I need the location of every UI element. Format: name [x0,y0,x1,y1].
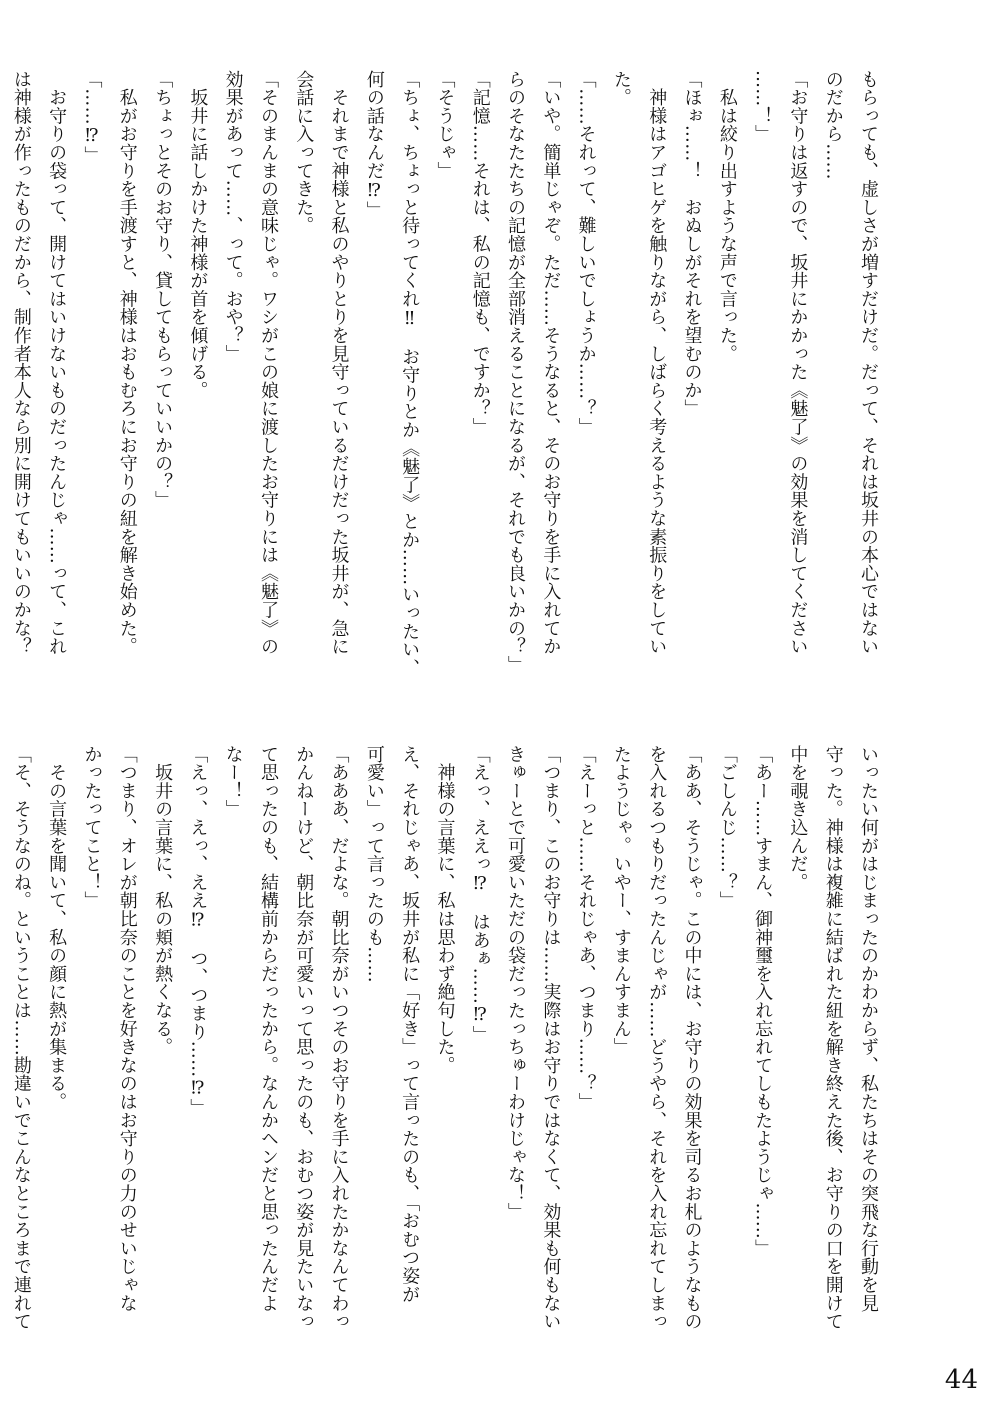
text-line: お守りの袋って、開けてはいけないものだったんじゃ……って、これ [46,70,68,656]
upper-text-block [10,70,886,695]
text-line: らのそなたたちの記憶が全部消えることになるが、それでも良いかの？」 [505,70,527,674]
text-line: 「いや。簡単じゃぞ。ただ……そうなると、そのお守りを手に入れてか [540,70,562,656]
page-number: 44 [944,1365,978,1395]
text-line: たようじゃ。いやー、すまんすまん」 [610,745,632,1057]
text-line: 「えっ、ええっ⁉ はあぁ……⁉」 [469,745,491,1044]
text-line: その言葉を聞いて、私の顔に熱が集まる。 [46,745,68,1111]
text-line: なー！」 [222,745,244,819]
text-line: 「……それって、難しいでしょうか……？」 [575,70,597,436]
text-line: た。 [610,70,632,107]
text-line: ……！」 [752,70,774,144]
text-line: 「そうじゃ」 [434,70,456,180]
text-line: 何の話なんだ⁉」 [363,70,385,220]
text-line: を入れるつもりだったんじゃが……どうやら、それを入れ忘れてしまっ [646,745,668,1331]
text-line: 「……⁉」 [81,70,103,165]
text-line: て思ったのも、結構前からだったから。なんかヘンだと思ったんだよ [257,745,279,1313]
text-line: 「つまり、オレが朝比奈のことを好きなのはお守りの力のせいじゃな [116,745,138,1313]
text-line: 坂井の言葉に、私の頬が熱くなる。 [152,745,174,1057]
text-line: それまで神様と私のやりとりを見守っているだけだった坂井が、急に [328,70,350,656]
text-line: 守った。神様は複雑に結ばれた紐を解き終えた後、お守りの口を開けて [822,745,844,1331]
lower-text-block [10,745,886,1331]
text-line: かったってこと！」 [81,745,103,910]
text-line: 「そ、そうなのね。ということは……勘違いでこんなところまで連れて [10,745,32,1331]
text-line: のだから…… [822,70,844,180]
text-line: 「ああ、そうじゃ。この中には、お守りの効果を司るお札のようなもの [681,745,703,1331]
text-line: 「ちょっとそのお守り、貸してもらっていいかの？」 [152,70,174,510]
text-line: 坂井に話しかけた神様が首を傾げる。 [187,70,209,400]
text-line: 「つまり、このお守りは……実際はお守りではなくて、効果も何もない [540,745,562,1331]
text-line: 「ごしんじ……？」 [716,745,738,910]
text-line: きゅーとで可愛いただの袋だったっちゅーわけじゃな！」 [505,745,527,1221]
text-line: 神様はアゴヒゲを触りながら、しばらく考えるような素振りをしてい [646,70,668,656]
text-line: 可愛い」って言ったのも…… [363,745,385,983]
text-line: 中を覗き込んだ。 [787,745,809,892]
text-line: もらっても、虚しさが増すだけだ。だって、それは坂井の本心ではない [858,70,879,656]
text-line: 神様の言葉に、私は思わず絶句した。 [434,745,456,1075]
text-line: 「ちょ、ちょっと待ってくれ‼ お守りとか《魅了》とか……いったい、 [399,70,421,677]
text-line: 効果があって……、って。おや？」 [222,70,244,363]
text-line: 会話に入ってきた。 [293,70,315,235]
text-line: 「えーっと……それじゃあ、つまり……？」 [575,745,597,1111]
text-line: 私は絞り出すような声で言った。 [716,70,738,363]
text-line: は神様が作ったものだから、制作者本人なら別に開けてもいいのかな？ [10,70,32,656]
text-line: 「あああ、だよな。朝比奈がいつそのお守りを手に入れたかなんてわっ [328,745,350,1331]
text-line: 「お守りは返すので、坂井にかかった《魅了》の効果を消してください [787,70,809,656]
text-line: 私がお守りを手渡すと、神様はおもむろにお守りの紐を解き始めた。 [116,70,138,656]
text-line: 「記憶……それは、私の記憶も、ですか？」 [469,70,491,436]
text-line: 「そのまんまの意味じゃ。ワシがこの娘に渡したお守りには《魅了》の [257,70,279,656]
text-line: え、それじゃあ、坂井が私に「好き」って言ったのも、「おむつ姿が [399,745,421,1304]
text-line: 「あー……すまん、御神璽を入れ忘れてしもたようじゃ……」 [752,745,774,1258]
text-line: 「えっ、えっ、ええ⁉ つ、つまり……⁉」 [187,745,209,1117]
text-line: 「ほぉ……！ おぬしがそれを望むのか」 [681,70,703,418]
text-line: いったい何がはじまったのかわからず、私たちはその突飛な行動を見 [858,745,879,1313]
text-line: かんねーけど、朝比奈が可愛いって思ったのも、おむつ姿が見たいなっ [293,745,315,1331]
